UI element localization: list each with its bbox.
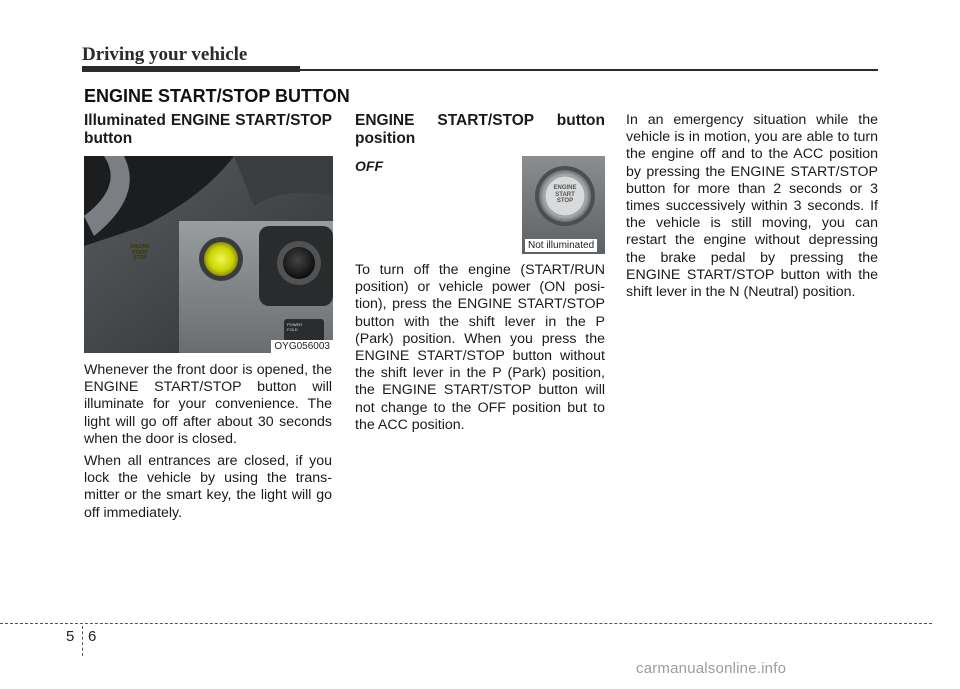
off-button-label: ENGINE START STOP [553,185,577,204]
column-1-heading: Illuminated ENGINE START/STOP button [84,112,332,147]
off-button-photo [522,156,605,254]
watermark-text: carmanualsonline.info [636,660,787,677]
page-header-title: Driving your vehicle [82,44,248,65]
header-rule-thin [300,69,878,71]
section-title: ENGINE START/STOP BUTTON [84,86,350,106]
footer-dashed-rule [0,623,932,624]
page-number: 6 [88,628,97,645]
chapter-number: 5 [66,628,75,645]
photo-caption-code: OYG056003 [271,340,333,353]
column-3-paragraph: In an emergency situation while the vehicle is in motion, you are able to turn the engine off and to the ACC position by pressing the ENGINE START/STOP button for more than 2 seconds or 3 times successively within 3 seconds. If the vehicle is still moving, you can restart the engine without depressing the brake pedal by pressing the ENGINE START/STOP button with the shift lever in the N (Neutral) position. [626,112,878,301]
column-1 [84,112,332,148]
start-stop-button-label: ENGINE START STOP [130,244,150,261]
column-3-body [626,112,878,306]
column-1-paragraph: When all entrances are closed, if you lock the vehicle by using the trans-mitter or the smart key, the light will go off immediately. [84,453,332,521]
column-1-body [84,362,332,527]
off-subheading: OFF [355,158,383,174]
column-2-paragraph: To turn off the engine (START/RUN position) or vehicle power (ON posi-tion), press the ENGINE START/STOP button with the shift lever in the P (Park) position. When you press the ENGINE START/STOP button without the shift lever in the P (Park) position, the ENGINE START/STOP button will not change to the OFF position but to the ACC position. [355,262,605,433]
header-rule-thick [82,66,300,72]
column-2-body [355,262,605,439]
column-2-heading: ENGINE START/STOP button position [355,112,605,147]
footer-page-divider [82,626,83,656]
not-illuminated-caption: Not illuminated [525,239,597,252]
power-fold-label: POWER FOLD [287,322,303,332]
column-1-paragraph: Whenever the front door is opened, the ENGINE START/STOP button will illuminate for your convenience. The light will go off after about 30 seconds when the door is closed. [84,362,332,447]
illuminated-button-photo [84,156,333,353]
